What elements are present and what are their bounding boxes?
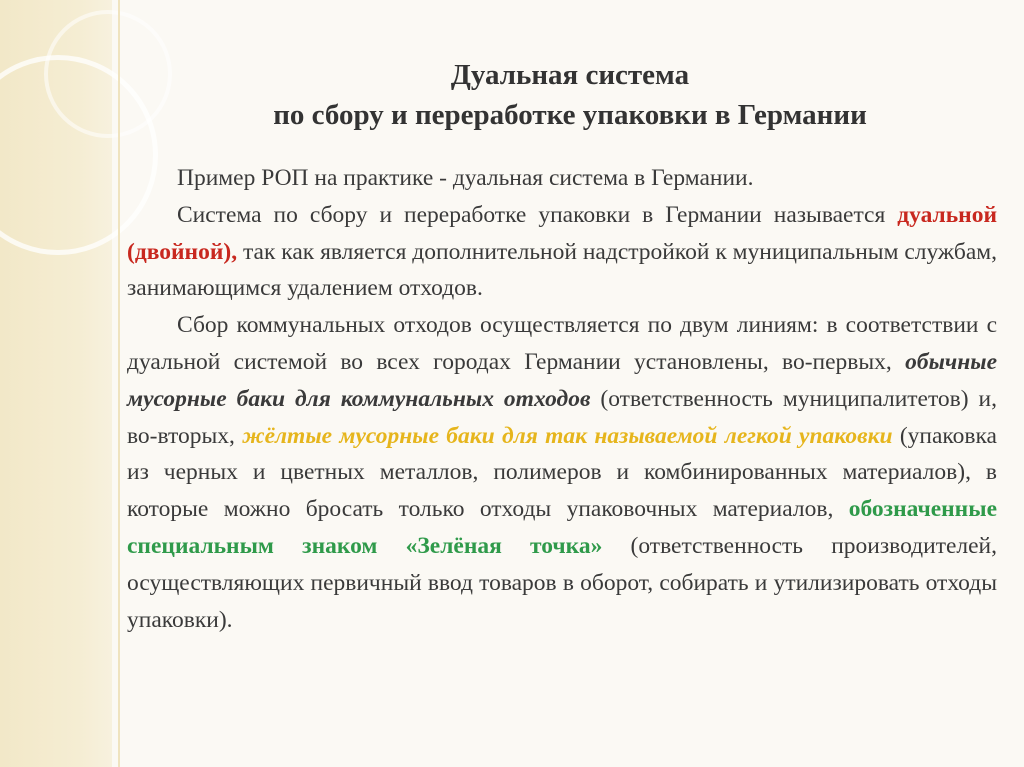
paragraph-3-text-c: (упаковка из черных и цветных металлов, полимеров и комбинированных материалов), в которые можно бросать только отходы упаковочных материалов, [127, 422, 997, 523]
highlight-dual-term: дуальной (двойной), [127, 201, 997, 265]
highlight-regular-bins: обычные мусорные баки для коммунальных отходов [127, 348, 997, 412]
highlight-yellow-bins: жёлтые мусорные баки для так называемой легкой упаковки [242, 422, 893, 449]
slide-title [180, 55, 960, 135]
decorative-side-band [0, 0, 112, 767]
slide-title-line-2: по сбору и переработке упаковки в Германии [273, 99, 867, 131]
paragraph-3-text-d: (ответственность производителей, осуществляющих первичный ввод товаров в оборот, собирать и утилизировать отходы упаковки). [127, 532, 998, 633]
paragraph-2-text-a: Система по сбору и переработке упаковки в Германии называется [177, 201, 898, 228]
decorative-vertical-rule [118, 0, 120, 767]
slide-body [127, 160, 997, 638]
decorative-ring-small [44, 10, 172, 138]
slide-title-line-1: Дуальная система [450, 59, 690, 91]
paragraph-3 [127, 307, 997, 638]
paragraph-3-text-a: Сбор коммунальных отходов осуществляется по двум линиям: в соответствии с дуальной системой во всех городах Германии установлены, во-первых, [127, 312, 997, 375]
paragraph-2-text-b: так как является дополнительной надстройкой к муниципальным службам, занимающимся удалением отходов. [127, 238, 997, 302]
highlight-green-dot: обозначенные специальным знаком «Зелёная точка» [127, 496, 997, 559]
paragraph-2 [127, 197, 997, 307]
paragraph-3-text-b: (ответственность муниципалитетов) и, во-вторых, [127, 385, 998, 449]
paragraph-1: Пример РОП на практике - дуальная система в Германии. [177, 165, 754, 191]
